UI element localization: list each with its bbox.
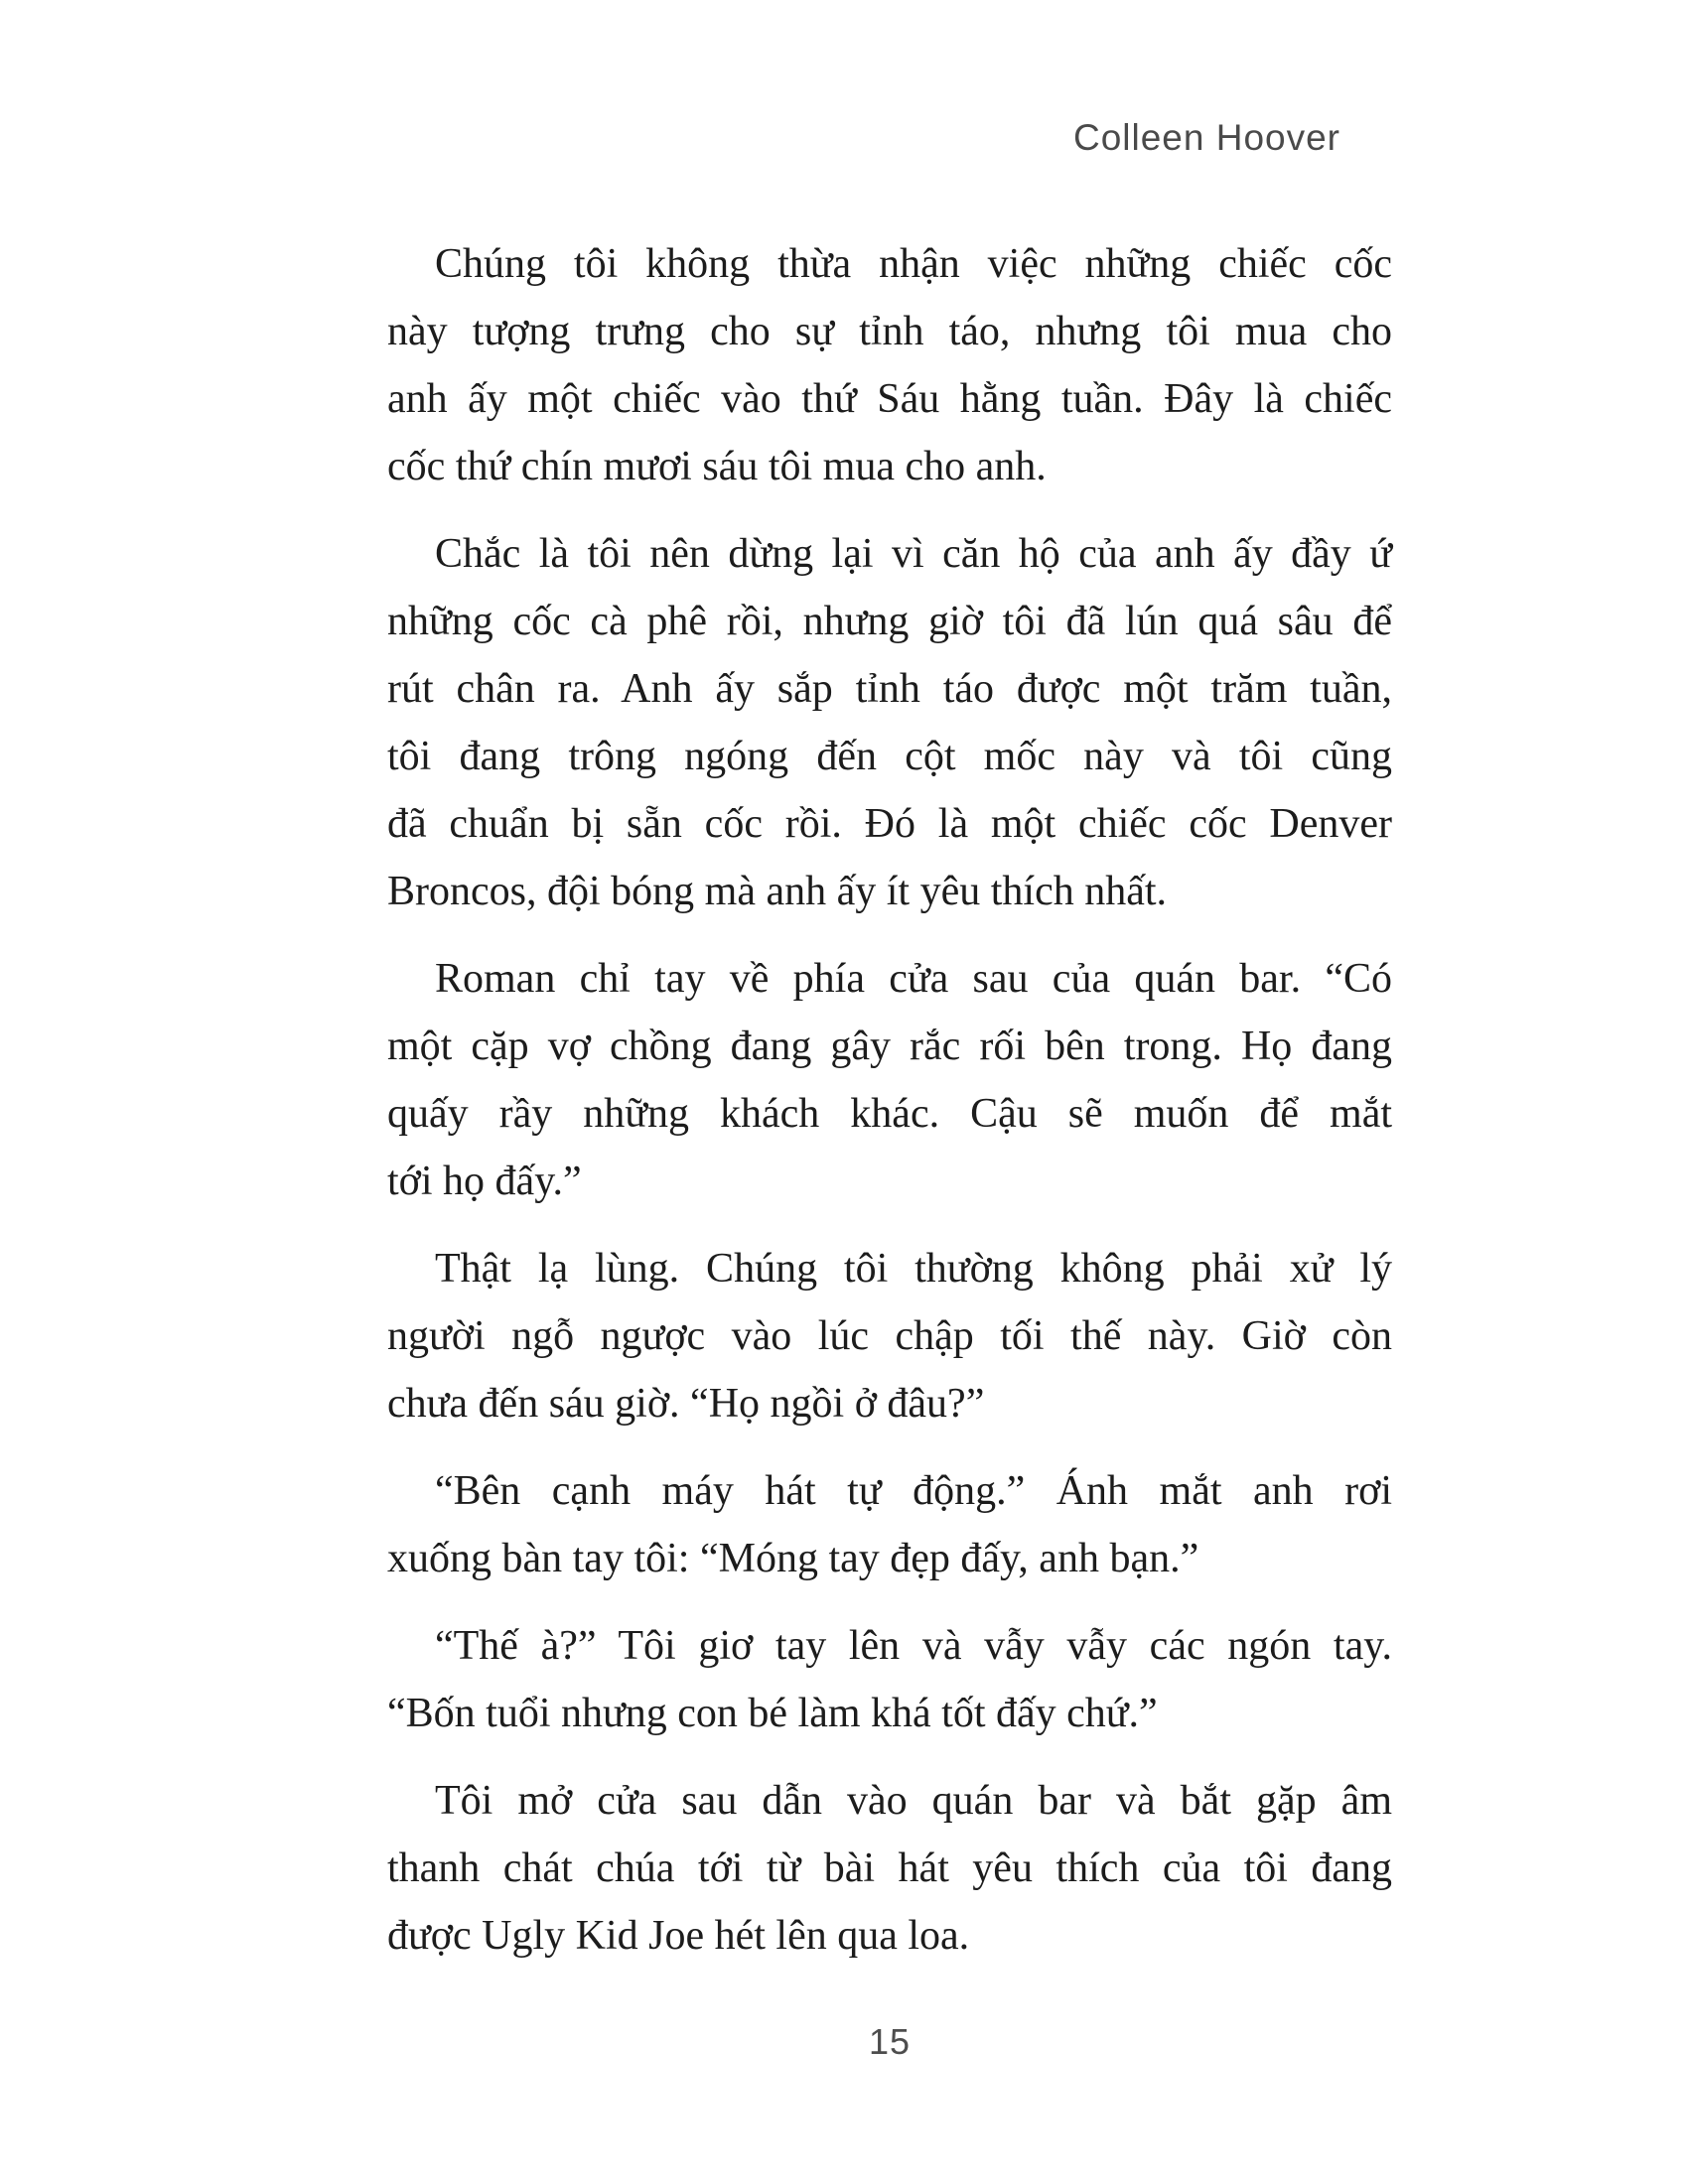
text-line: người ngỗ ngược vào lúc chập tối thế này. Giờ còn xyxy=(387,1313,1392,1359)
text-line: Thật lạ lùng. Chúng tôi thường không phải xử lý xyxy=(435,1246,1392,1292)
text-line: tôi đang trông ngóng đến cột mốc này và tôi cũng xyxy=(387,734,1392,779)
text-line: xuống bàn tay tôi: “Móng tay đẹp đấy, anh bạn.” xyxy=(387,1536,1199,1581)
text-line: những cốc cà phê rồi, nhưng giờ tôi đã lún quá sâu để xyxy=(387,599,1392,644)
text-line: anh ấy một chiếc vào thứ Sáu hằng tuần. Đây là chiếc xyxy=(387,376,1392,422)
paragraph xyxy=(387,1457,1392,1592)
body-text-block xyxy=(387,230,1392,1989)
paragraph xyxy=(387,945,1392,1215)
text-line: cốc thứ chín mươi sáu tôi mua cho anh. xyxy=(387,444,1047,489)
text-line: Chắc là tôi nên dừng lại vì căn hộ của anh ấy đầy ứ xyxy=(435,531,1392,577)
text-line: này tượng trưng cho sự tỉnh táo, nhưng tôi mua cho xyxy=(387,309,1392,354)
paragraph xyxy=(387,1767,1392,1970)
running-header-author: Colleen Hoover xyxy=(1072,117,1340,158)
text-line: “Bên cạnh máy hát tự động.” Ánh mắt anh rơi xyxy=(435,1468,1392,1514)
paragraph xyxy=(387,1612,1392,1747)
text-line: quấy rầy những khách khác. Cậu sẽ muốn để mắt xyxy=(387,1091,1392,1137)
paragraph xyxy=(387,1235,1392,1437)
text-line: Tôi mở cửa sau dẫn vào quán bar và bắt gặp âm xyxy=(435,1778,1392,1824)
text-line: rút chân ra. Anh ấy sắp tỉnh táo được một trăm tuần, xyxy=(387,666,1392,712)
text-line: “Thế à?” Tôi giơ tay lên và vẫy vẫy các ngón tay. xyxy=(435,1623,1392,1669)
text-line: “Bốn tuổi nhưng con bé làm khá tốt đấy chứ.” xyxy=(387,1691,1158,1736)
text-line: một cặp vợ chồng đang gây rắc rối bên trong. Họ đang xyxy=(387,1024,1392,1069)
text-line: chưa đến sáu giờ. “Họ ngồi ở đâu?” xyxy=(387,1381,985,1427)
text-line: được Ugly Kid Joe hét lên qua loa. xyxy=(387,1913,970,1959)
paragraph xyxy=(387,520,1392,925)
text-line: tới họ đấy.” xyxy=(387,1159,582,1204)
paragraph xyxy=(387,230,1392,500)
text-line: Roman chỉ tay về phía cửa sau của quán bar. “Có xyxy=(435,956,1392,1002)
text-line: Broncos, đội bóng mà anh ấy ít yêu thích nhất. xyxy=(387,869,1168,914)
page-number: 15 xyxy=(868,2021,912,2062)
text-line: đã chuẩn bị sẵn cốc rồi. Đó là một chiếc cốc Denver xyxy=(387,801,1392,847)
text-line: Chúng tôi không thừa nhận việc những chiếc cốc xyxy=(435,241,1392,287)
text-line: thanh chát chúa tới từ bài hát yêu thích của tôi đang xyxy=(387,1845,1392,1891)
